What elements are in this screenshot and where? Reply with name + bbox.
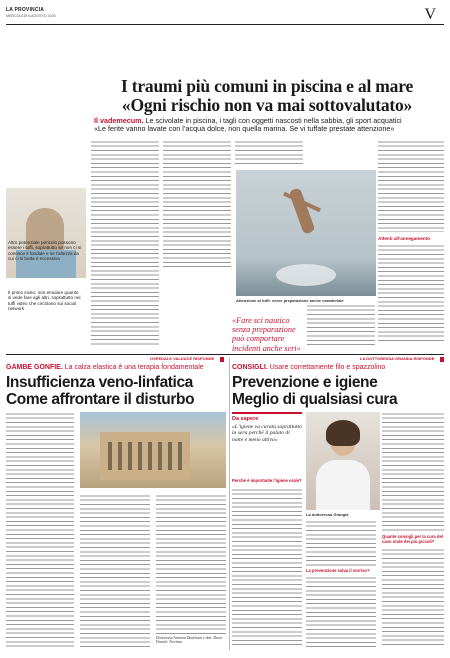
main-body-col3 bbox=[235, 140, 303, 166]
section-letter: V bbox=[424, 6, 436, 23]
left-kicker-rest: La calza elastica è una terapia fondamentale bbox=[62, 364, 204, 371]
right-body-col3 bbox=[382, 412, 444, 532]
main-summary-line1: Le scivolate in piscina, i tagli con oggetti nascosti nella sabbia, gli sport acquatici bbox=[145, 116, 402, 125]
masthead bbox=[6, 7, 55, 18]
main-kicker: Il vademecum. bbox=[94, 116, 144, 125]
left-source: OSPEDALE VALDUCE RISPONDE bbox=[150, 356, 215, 361]
diving-photo bbox=[236, 170, 376, 296]
box-title: Attenti all’annegamento bbox=[378, 236, 431, 241]
subhead-2: La prevenzione salva il sorriso? bbox=[306, 568, 370, 573]
right-headline bbox=[232, 374, 446, 408]
question-text: «L’igiene va curata soprattutto la sera perché il palato di notte è meno attivo» bbox=[232, 424, 302, 443]
right-body-col3b bbox=[382, 548, 444, 648]
left-headline bbox=[6, 374, 226, 408]
header-rule bbox=[6, 24, 444, 25]
right-source: LA DOTTORESSA GRANDA RISPONDE bbox=[360, 356, 435, 361]
portrait-hair bbox=[326, 420, 360, 446]
main-body-col2 bbox=[163, 140, 231, 270]
left-headline-line1: Insufficienza veno-linfatica bbox=[6, 374, 193, 391]
left-body-col3 bbox=[156, 494, 226, 634]
splash-shape bbox=[276, 264, 336, 286]
right-kicker: CONSIGLI. bbox=[232, 364, 268, 371]
right-headline-line2: Meglio di qualsiasi cura bbox=[232, 391, 398, 408]
main-headline-line2: «Ogni rischio non va mai sottovalutato» bbox=[121, 95, 413, 115]
left-body-col1 bbox=[6, 412, 74, 648]
subhead-1: Perché è importante l’igiene orale? bbox=[232, 478, 302, 483]
right-body-col1 bbox=[232, 488, 302, 648]
question-label: Da sapere bbox=[232, 416, 259, 422]
left-source-bar bbox=[220, 357, 224, 362]
left-kicker: GAMBE GONFIE. bbox=[6, 364, 63, 371]
sidebar-text-2: Il primo invito: non emulare quanto si vede fare agli altri, soprattutto nei tuffi video che circolano sui social network bbox=[8, 290, 81, 312]
main-body-col4 bbox=[307, 304, 375, 348]
left-body-col2 bbox=[80, 494, 150, 648]
main-body-col1 bbox=[91, 140, 159, 348]
left-kicker-line bbox=[6, 364, 204, 371]
question-box bbox=[232, 412, 302, 474]
right-body-col2b bbox=[306, 576, 376, 648]
right-body-col2 bbox=[306, 520, 376, 566]
left-headline-line2: Come affrontare il disturbo bbox=[6, 391, 195, 408]
sidebar-text: Altro potenziale pericolo possono essere i tuffi, soprattutto se non ci si conosce il fondale e se l’altezza da cui ci si butta è eccessiva bbox=[8, 240, 82, 262]
photo-caption: Attenzione ai tuffi: serve preparazione anche caratteriale bbox=[236, 298, 344, 303]
main-summary bbox=[94, 117, 444, 134]
vertical-divider bbox=[229, 358, 230, 650]
main-headline bbox=[92, 77, 442, 115]
paper-name: LA PROVINCIA bbox=[6, 7, 45, 13]
main-headline-line1: I traumi più comuni in piscina e al mare bbox=[120, 76, 414, 96]
portrait-photo bbox=[306, 412, 380, 510]
sidebar-photo bbox=[6, 188, 86, 278]
right-headline-line1: Prevenzione e igiene bbox=[232, 374, 378, 391]
portrait-body bbox=[316, 460, 370, 510]
subhead-3: Quante consigli per la cura del cavo orale dei più piccoli? bbox=[382, 534, 443, 544]
issue-date: MERCOLEDÌ 6 AGOSTO 2025 bbox=[6, 14, 56, 18]
left-signature: Dottoressa Arianna Daneluzzi e dott. Dario Daniele Trevisan bbox=[156, 636, 223, 645]
right-kicker-rest: Usare correttamente filo e spazzolino bbox=[267, 364, 386, 371]
section-rule bbox=[6, 354, 444, 355]
portrait-caption: La dottoressa Grangia bbox=[306, 512, 349, 517]
left-photo bbox=[80, 412, 226, 488]
building-windows bbox=[108, 442, 182, 470]
pull-quote: «Fare sci nautico senza preparazione può comportare incidenti anche seri» bbox=[232, 316, 301, 353]
main-body-col5 bbox=[378, 140, 444, 232]
box-body bbox=[378, 244, 444, 344]
right-source-bar bbox=[440, 357, 444, 362]
right-kicker-line bbox=[232, 364, 385, 371]
main-summary-line2: «Le ferite vanno lavate con l’acqua dolce, non quella marina. Se vi tuffate prestate attenzione» bbox=[94, 124, 395, 134]
